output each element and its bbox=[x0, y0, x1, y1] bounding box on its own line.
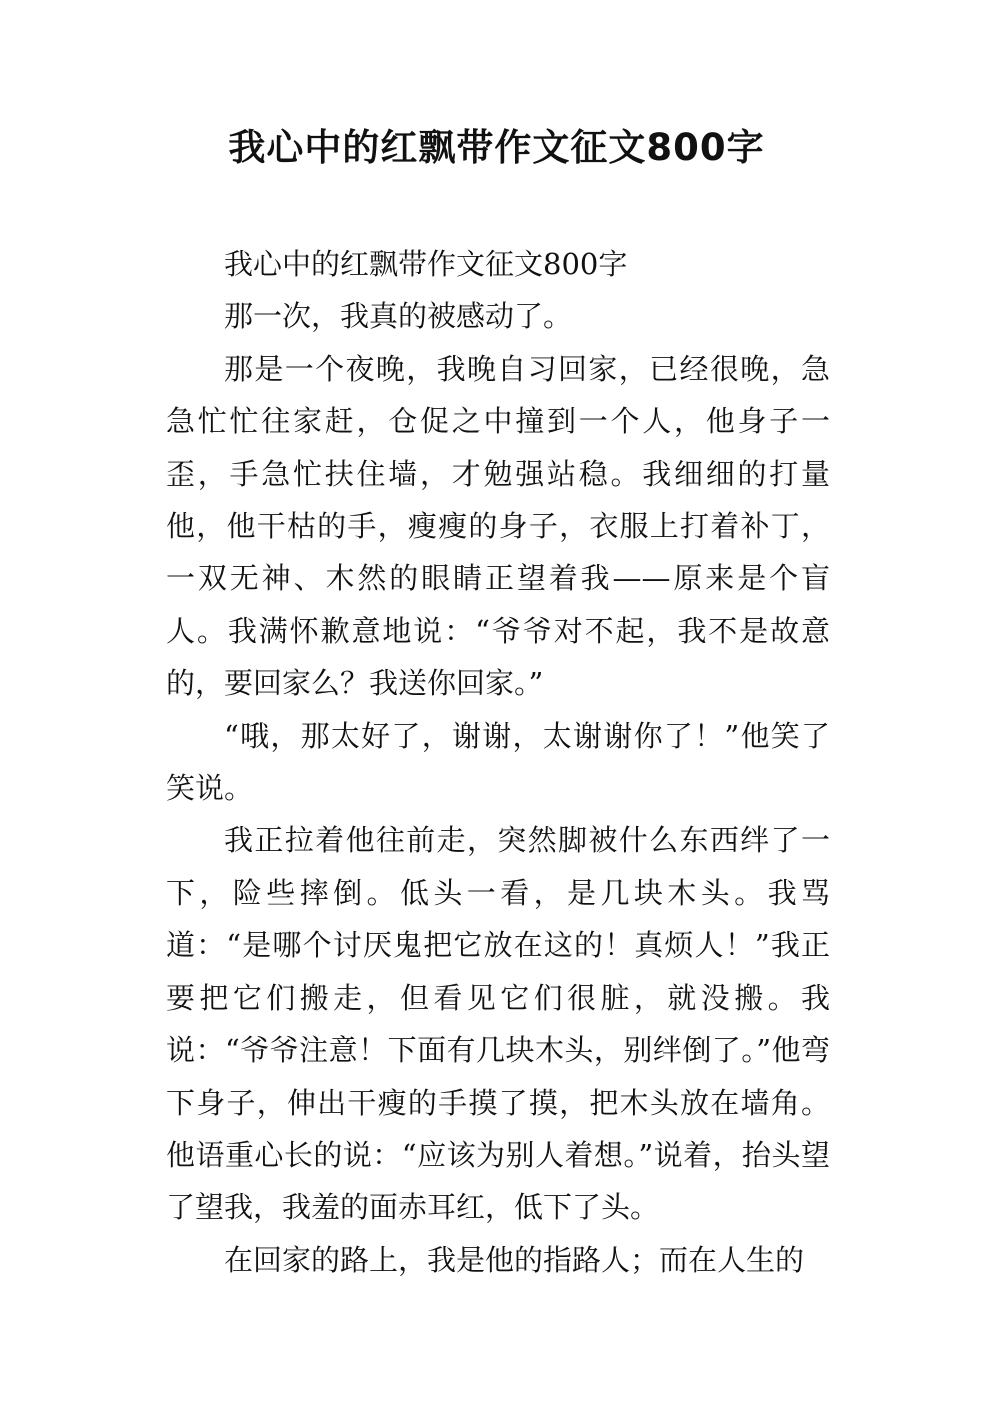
paragraph: 在回家的路上，我是他的指路人；而在人生的 bbox=[224, 1242, 805, 1277]
document-title: 我心中的红飘带作文征文800字 bbox=[228, 126, 765, 169]
paragraph: 那是一个夜晚，我晚自习回家，已经很晚，急急忙忙往家赶，仓促之中撞到一个人，他身子一歪，手急忙扶住墙，才勉强站稳。我细细的打量他，他干枯的手，瘦瘦的身子，衣服上打着补丁，一双无神、木然的眼睛正望着我——原来是个盲人。我满怀歉意地说：“爷爷对不起，我不是故意的，要回家么？我送你回家。” bbox=[166, 351, 830, 701]
document-body bbox=[166, 238, 830, 1286]
paragraph: 我正拉着他往前走，突然脚被什么东西绊了一下，险些摔倒。低头一看，是几块木头。我骂道：“是哪个讨厌鬼把它放在这的！真烦人！”我正要把它们搬走，但看见它们很脏，就没搬。我说：“爷爷注意！下面有几块木头，别绊倒了。”他弯下身子，伸出干瘦的手摸了摸，把木头放在墙角。他语重心长的说：“应该为别人着想。”说着，抬头望了望我，我羞的面赤耳红，低下了头。 bbox=[166, 823, 830, 1225]
paragraph-subtitle: 我心中的红飘带作文征文800字 bbox=[224, 247, 628, 281]
paragraph: “哦，那太好了，谢谢，太谢谢你了！”他笑了笑说。 bbox=[166, 718, 830, 806]
paragraph: 那一次，我真的被感动了。 bbox=[224, 299, 573, 334]
